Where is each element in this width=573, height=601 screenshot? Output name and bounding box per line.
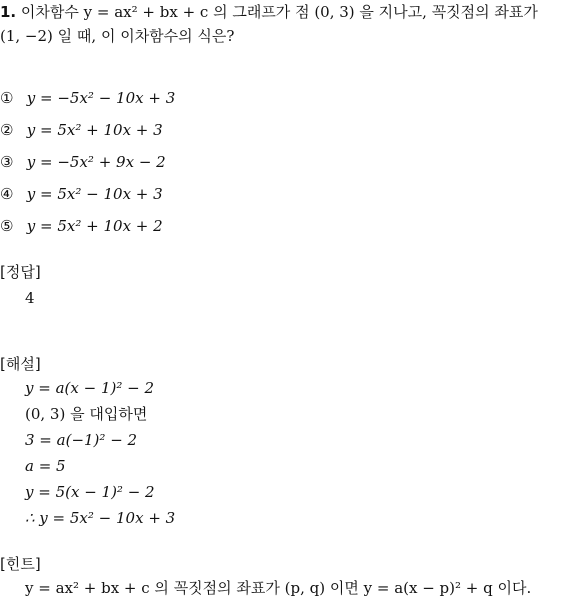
- hint-text: y = ax² + bx + c 의 꼭짓점의 좌표가 (p, q) 이면 y = a(x − p)² + q 이다.: [25, 579, 532, 597]
- explanation-label: [해설]: [0, 355, 41, 373]
- choice-marker: ③: [0, 153, 14, 171]
- question-line-2: [0, 26, 234, 46]
- question-text-1: 이차함수 y = ax² + bx + c 의 그래프가 점 (0, 3) 을 지나고, 꼭짓점의 좌표가: [20, 3, 538, 21]
- explanation-line-3: 3 = a(−1)² − 2: [25, 431, 138, 449]
- choice-marker: ②: [0, 121, 14, 139]
- hint-label: [힌트]: [0, 555, 41, 573]
- choice-2[interactable]: [0, 120, 163, 140]
- choice-text: y = 5x² − 10x + 3: [26, 185, 163, 203]
- choice-text: y = −5x² + 9x − 2: [26, 153, 166, 171]
- choice-text: y = 5x² + 10x + 3: [26, 121, 163, 139]
- explanation-line-2: (0, 3) 을 대입하면: [25, 405, 148, 423]
- explanation-line-6: ∴ y = 5x² − 10x + 3: [25, 509, 176, 527]
- choice-text: y = −5x² − 10x + 3: [26, 89, 176, 107]
- choice-1[interactable]: [0, 88, 175, 108]
- choice-4[interactable]: [0, 184, 163, 204]
- answer-label: [정답]: [0, 263, 41, 281]
- choice-text: y = 5x² + 10x + 2: [26, 217, 163, 235]
- explanation-line-5: y = 5(x − 1)² − 2: [25, 483, 155, 501]
- choice-marker: ①: [0, 89, 14, 107]
- explanation-line-4: a = 5: [25, 457, 66, 475]
- answer-value: 4: [25, 289, 35, 307]
- explanation-line-1: y = a(x − 1)² − 2: [25, 379, 154, 397]
- question-line-1: [0, 2, 538, 22]
- question-text-2: (1, −2) 일 때, 이 이차함수의 식은?: [0, 27, 235, 45]
- choice-marker: ⑤: [0, 217, 14, 235]
- choice-3[interactable]: [0, 152, 166, 172]
- question-number: 1.: [0, 3, 17, 21]
- choice-5[interactable]: [0, 216, 163, 236]
- choice-marker: ④: [0, 185, 14, 203]
